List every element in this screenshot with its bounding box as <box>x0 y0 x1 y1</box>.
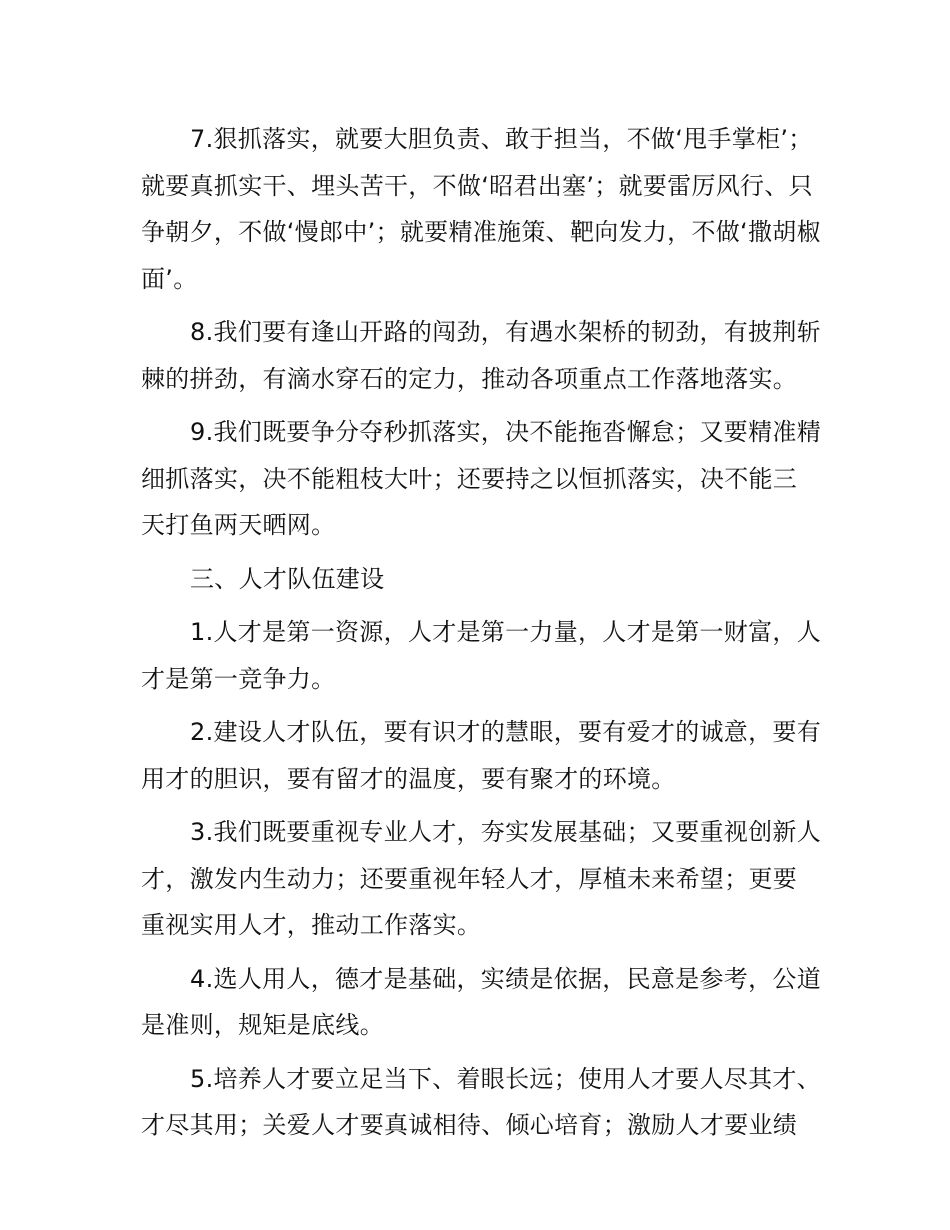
paragraph-1: 1.人才是第一资源，人才是第一力量，人才是第一财富，人才是第一竞争力。 <box>141 618 821 693</box>
paragraph-9: 9.我们既要争分夺秒抓落实，决不能拖沓懈怠；又要精准精细抓落实，决不能粗枝大叶；还要持之以恒抓落实，决不能三天打鱼两天晒网。 <box>141 418 821 539</box>
document-body <box>141 116 821 1156</box>
paragraph-7: 7.狠抓落实，就要大胆负责、敢于担当，不做‘甩手掌柜’；就要真抓实干、埋头苦干，不做‘昭君出塞’；就要雷厉风行、只争朝夕，不做‘慢郎中’；就要精准施策、靶向发力，不做‘撒胡椒面’。 <box>141 125 821 293</box>
paragraph-4: 4.选人用人，德才是基础，实绩是依据，民意是参考，公道是准则，规矩是底线。 <box>141 964 821 1039</box>
paragraph-5: 5.培养人才要立足当下、着眼长远；使用人才要人尽其才、才尽其用；关爱人才要真诚相待、倾心培育；激励人才要业绩 <box>141 1064 821 1139</box>
paragraph-3: 3.我们既要重视专业人才，夯实发展基础；又要重视创新人才，激发内生动力；还要重视年轻人才，厚植未来希望；更要重视实用人才，推动工作落实。 <box>141 818 821 939</box>
section-heading: 三、人才队伍建设 <box>190 564 385 593</box>
paragraph-2: 2.建设人才队伍，要有识才的慧眼，要有爱才的诚意，要有用才的胆识，要有留才的温度，要有聚才的环境。 <box>141 718 821 793</box>
paragraph-8: 8.我们要有逢山开路的闯劲，有遇水架桥的韧劲，有披荆斩棘的拼劲，有滴水穿石的定力，推动各项重点工作落地落实。 <box>141 318 821 393</box>
